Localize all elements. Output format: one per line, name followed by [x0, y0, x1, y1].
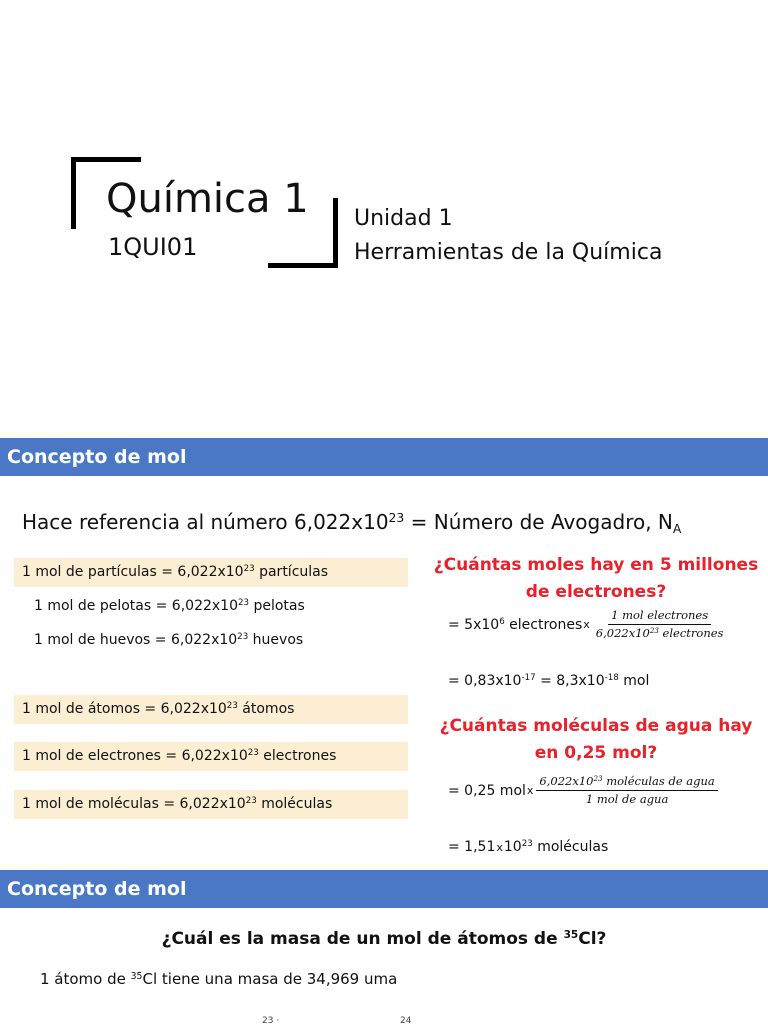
calc-molecules: = 0,25 mol x $\frac{6,022x10^{23} moléculas de agua}{\text{1 mol de agua}}$: [448, 774, 718, 807]
example-row-highlighted: 1 mol de moléculas = $6,022x10^{23}$ moléculas: [14, 790, 408, 819]
cropped-text-fragment: 23 ·: [262, 1016, 280, 1026]
unit-heading: [354, 202, 662, 270]
intro-text: Hace referencia al número 6,022x10: [22, 510, 389, 534]
conversion-fraction: $\frac{\text{1 mol electrones}}{6,022x10^{23} electrones}$: [595, 608, 724, 640]
result-molecules: = $1,51x10^{23}$ moléculas: [448, 839, 609, 855]
unit-number: Unidad 1: [354, 206, 453, 231]
section-header: Concepto de mol: [0, 438, 768, 476]
avogadro-intro: [22, 505, 681, 539]
example-row-highlighted: 1 mol de átomos = $6,022x10^{23}$ átomos: [14, 695, 408, 724]
conversion-fraction: $\frac{6,022x10^{23} moléculas de agua}{\text{1 mol de agua}}$: [536, 774, 717, 807]
result-moles: = $0,83x10^{-17} = 8,3x10^{-18}$ mol: [448, 673, 650, 689]
course-title: Química 1: [106, 176, 309, 222]
corner-bracket-bottom-right-vertical: [333, 198, 338, 268]
example-row: 1 mol de pelotas = $6,022x10^{23}$ pelotas: [34, 598, 305, 614]
corner-bracket-top-left-vertical: [71, 157, 76, 229]
question-mass: ¿Cuál es la masa de un mol de átomos de $^{35}$Cl?: [161, 929, 607, 949]
intro-subscript: A: [672, 521, 682, 537]
intro-exponent: 23: [388, 510, 405, 526]
section-header: Concepto de mol: [0, 870, 768, 908]
example-row-highlighted: 1 mol de partículas = $6,022x10^{23}$ partículas: [14, 558, 408, 587]
example-row: 1 mol de huevos = $6,022x10^{23}$ huevos: [34, 632, 304, 648]
atom-mass-statement: 1 átomo de $^{35}$Cl tiene una masa de 34,969 uma: [40, 970, 398, 988]
calc-moles: = $5x10^6$ electrones x $\frac{\text{1 mol electrones}}{6,022x10^{23} electrones}$: [448, 608, 726, 641]
question-moles: ¿Cuántas moles hay en 5 millones de electrones?: [433, 555, 759, 602]
intro-rest: = Número de Avogadro, N: [404, 510, 673, 534]
question-molecules: ¿Cuántas moléculas de agua hay en 0,25 mol?: [439, 716, 753, 763]
cropped-text-fragment: 24: [400, 1016, 412, 1026]
corner-bracket-top-left-horizontal: [71, 157, 141, 162]
unit-topic: Herramientas de la Química: [354, 240, 663, 265]
example-row-highlighted: 1 mol de electrones = $6,022x10^{23}$ electrones: [14, 742, 408, 771]
corner-bracket-bottom-right-horizontal: [268, 263, 338, 268]
course-code: 1QUI01: [108, 233, 198, 261]
